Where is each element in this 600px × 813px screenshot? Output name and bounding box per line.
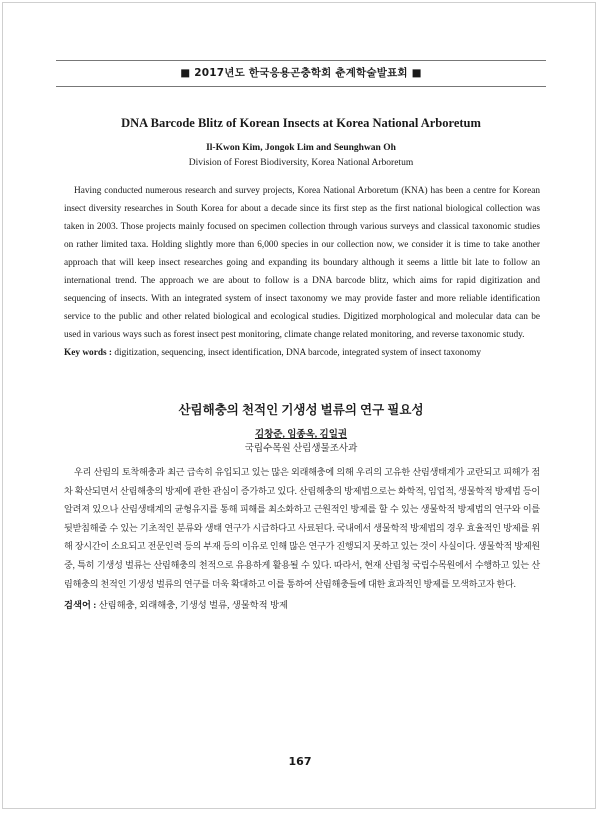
conference-header xyxy=(56,60,546,87)
english-keywords-text: digitization, sequencing, insect identification, DNA barcode, integrated system of insect taxonomy xyxy=(112,348,481,358)
english-affiliation: Division of Forest Biodiversity, Korea National Arboretum xyxy=(188,158,414,168)
english-keywords-label: Key words : xyxy=(64,348,113,358)
korean-title: 산림해충의 천적인 기생성 벌류의 연구 필요성 xyxy=(178,403,424,417)
conference-header-text: ■ 2017년도 한국응용곤충학회 춘계학술발표회 ■ xyxy=(180,67,422,79)
korean-keywords-text: 산림해충, 외래해충, 기생성 벌류, 생물학적 방제 xyxy=(96,601,288,611)
korean-affiliation: 국립수목원 산림생물조사과 xyxy=(244,444,358,454)
english-keywords xyxy=(64,346,540,360)
english-title: DNA Barcode Blitz of Korean Insects at Korea National Arboretum xyxy=(121,116,481,130)
korean-authors: 김창준, 임종옥, 김일권 xyxy=(254,430,348,440)
korean-keywords xyxy=(64,599,540,613)
page-number: 167 xyxy=(288,755,312,768)
korean-keywords-label: 검색어 : xyxy=(64,601,97,611)
english-abstract: Having conducted numerous research and survey projects, Korea National Arboretum (KNA) has been a centre for Korean insect diversity researches in South Korea for about a decade since its first step as the first national biological collection was taken in 2003. Those projects mainly focused on specimen collection through various surveys and classical taxonomic studies on rather limited taxa. Holding slightly more than 6,000 species in our collection now, we consider it is time to take another approach that will keep insect researches going and expanding its boundary although it seems a little bit late to follow an international trend. The approach we are about to follow is a DNA barcode blitz, which aims for rapid digitization and sequencing of insects. With an integrated system of insect taxonomy we may provide faster and more reliable identification service to the public and other related biological and ecological studies. Digitized morphological and molecular data can be used in various ways such as forest insect pest monitoring, climate change related monitoring, and reverse taxonomic study. xyxy=(64,186,540,340)
english-authors: Il-Kwon Kim, Jongok Lim and Seunghwan Oh xyxy=(206,143,396,153)
korean-abstract: 우리 산림의 토착해충과 최근 급속히 유입되고 있는 많은 외래해충에 의해 우리의 고유한 산림생태계가 교란되고 피해가 점차 확산되면서 산림해충의 방제에 관한 관심이 증가하고 있다. 산림해충의 방제법으로는 화학적, 임업적, 생물학적 방제법 등이 알려져 있으나 산림생태계의 균형유지를 통해 피해를 최소화하고 근원적인 방제를 할 수 있는 생물학적 방제법의 연구와 이를 뒷받침해줄 수 있는 기초적인 분류와 생태 연구가 시급하다고 사료된다. 국내에서 생물학적 방제법의 경우 효율적인 방제를 위해 장시간이 소요되고 전문인력 등의 부재 등의 이유로 인해 많은 연구가 진행되지 못하고 있는 것이 사실이다. 생물학적 방제원 중, 특히 기생성 벌류는 산림해충의 천적으로 유용하게 활용될 수 있다. 따라서, 현재 산림청 국립수목원에서 수행하고 있는 산림해충의 천적인 기생성 벌류의 연구를 더욱 확대하고 이를 통하여 산림해충들에 대한 효과적인 방제를 모색하고자 한다. xyxy=(64,467,540,589)
